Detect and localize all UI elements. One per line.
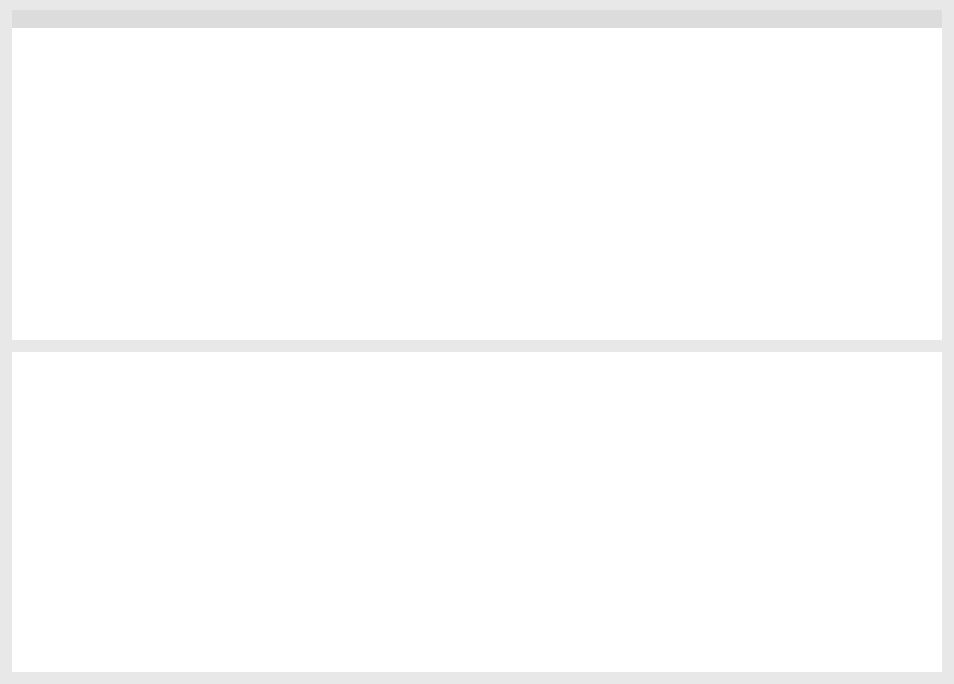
top-band xyxy=(12,10,942,28)
bottom-sheet xyxy=(12,352,942,672)
top-sheet xyxy=(12,10,942,340)
